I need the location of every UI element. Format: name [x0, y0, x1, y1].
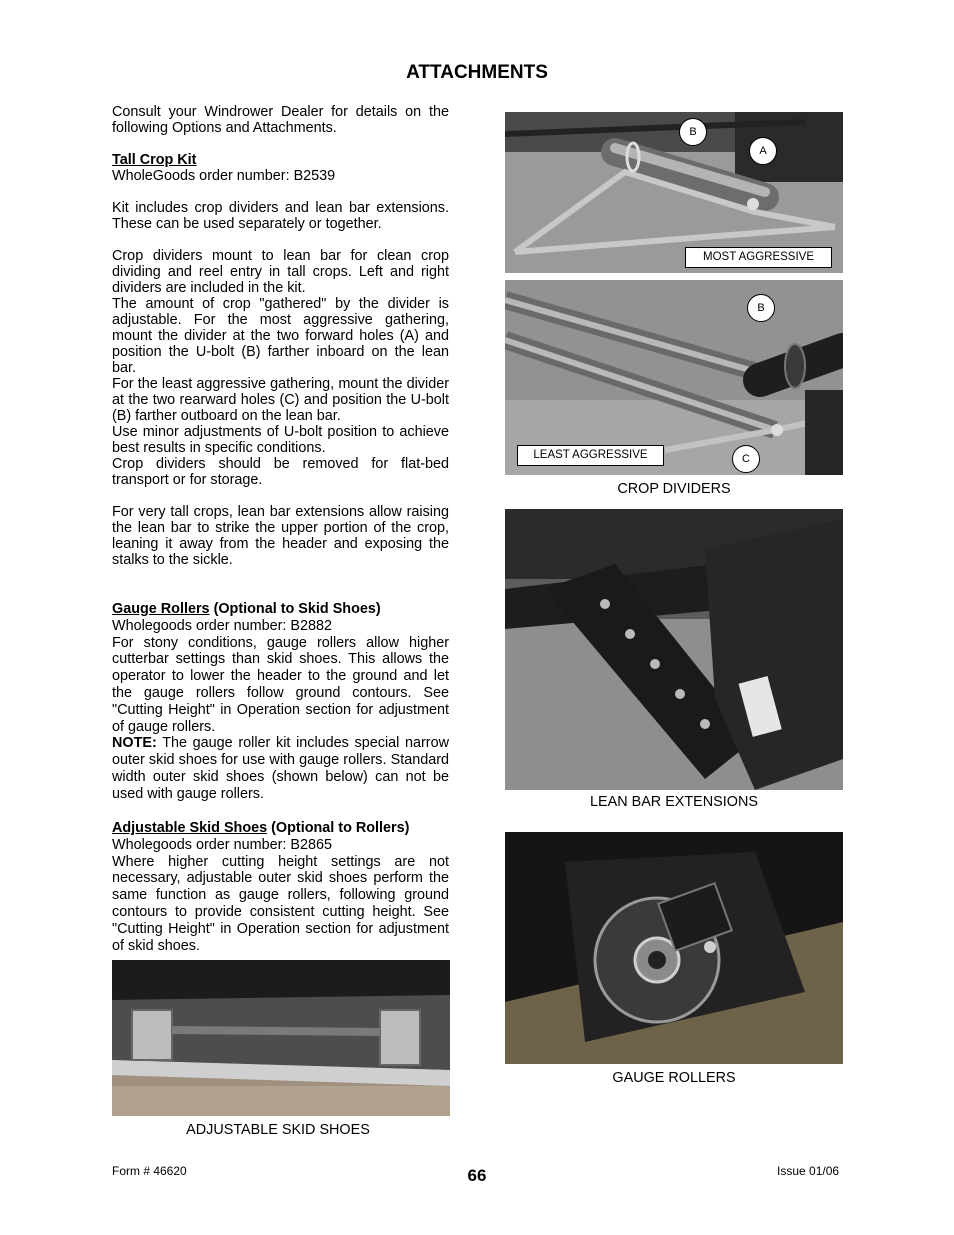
skid-heading-suffix: (Optional to Rollers) [267, 820, 410, 836]
caption-crop-dividers: CROP DIVIDERS [617, 481, 731, 497]
footer-form-number: Form # 46620 [112, 1164, 187, 1178]
intro-paragraph: Consult your Windrower Dealer for details on the following Options and Attachments. [112, 104, 449, 136]
page-title: ATTACHMENTS [406, 62, 548, 83]
skid-p1: Where higher cutting height settings are not necessary, adjustable outer skid shoes perform the same function as gauge rollers, following ground contours to provide consistent cutting height. See "Cutting Height" in Operation section for adjustment of skid shoes. [112, 853, 449, 954]
tall-crop-p6: Crop dividers should be removed for flat-bed transport or for storage. [112, 456, 449, 488]
tall-crop-p4: For the least aggressive gathering, mount the divider at the two rearward holes (C) and position the U-bolt (B) farther outboard on the lean bar. [112, 376, 449, 424]
caption-adjustable-skid-shoes: ADJUSTABLE SKID SHOES [186, 1122, 370, 1138]
tall-crop-p5: Use minor adjustments of U-bolt position to achieve best results in specific conditions. [112, 424, 449, 456]
tall-crop-order: WholeGoods order number: B2539 [112, 168, 336, 184]
photo-lean-bar-extensions [505, 509, 843, 790]
tall-crop-heading: Tall Crop Kit [112, 152, 197, 168]
page-number: 66 [467, 1166, 487, 1185]
least-aggressive-label: LEAST AGGRESSIVE [517, 445, 664, 466]
tall-crop-p3: The amount of crop "gathered" by the divider is adjustable. For the most aggressive gathering, mount the divider at the two forward holes (A) and position the U-bolt (B) farther inboard on the lean bar. [112, 296, 449, 376]
callout-c: C [732, 445, 760, 473]
caption-gauge-rollers: GAUGE ROLLERS [612, 1070, 736, 1086]
gauge-note-text: The gauge roller kit includes special narrow outer skid shoes for use with gauge rollers. Standard width outer skid shoes (shown below) can not be used with gauge rollers. [112, 735, 449, 802]
tall-crop-p7: For very tall crops, lean bar extensions allow raising the lean bar to strike the upper portion of the crop, leaning it away from the header and exposing the stalks to the sickle. [112, 504, 449, 568]
callout-b-bottom: B [747, 294, 775, 322]
caption-lean-bar-extensions: LEAN BAR EXTENSIONS [590, 794, 758, 810]
tall-crop-p2: Crop dividers mount to lean bar for clean crop dividing and reel entry in tall crops. Left and right dividers are included in the kit. [112, 248, 449, 296]
gauge-p1: For stony conditions, gauge rollers allow higher cutterbar settings than skid shoes. This allows the operator to lower the header to the ground and let the gauge rollers follow ground contours. See "Cutting Height" in Operation section for adjustment of gauge rollers. [112, 634, 449, 735]
gauge-rollers-section [112, 601, 449, 803]
skid-order: Wholegoods order number: B2865 [112, 836, 332, 853]
gauge-heading: Gauge Rollers [112, 601, 210, 617]
most-aggressive-label: MOST AGGRESSIVE [685, 247, 832, 268]
left-column-text [112, 104, 449, 568]
gauge-note-label: NOTE: [112, 735, 157, 752]
photo-adjustable-skid-shoes [112, 960, 450, 1116]
footer-issue: Issue 01/06 [777, 1164, 840, 1178]
photo-gauge-rollers [505, 832, 843, 1064]
skid-heading: Adjustable Skid Shoes [112, 820, 268, 836]
callout-a: A [749, 137, 777, 165]
gauge-order: Wholegoods order number: B2882 [112, 617, 332, 634]
gauge-heading-suffix: (Optional to Skid Shoes) [209, 601, 381, 617]
tall-crop-p1: Kit includes crop dividers and lean bar extensions. These can be used separately or together. [112, 200, 449, 232]
skid-shoes-section [112, 820, 449, 954]
callout-b-top: B [679, 118, 707, 146]
